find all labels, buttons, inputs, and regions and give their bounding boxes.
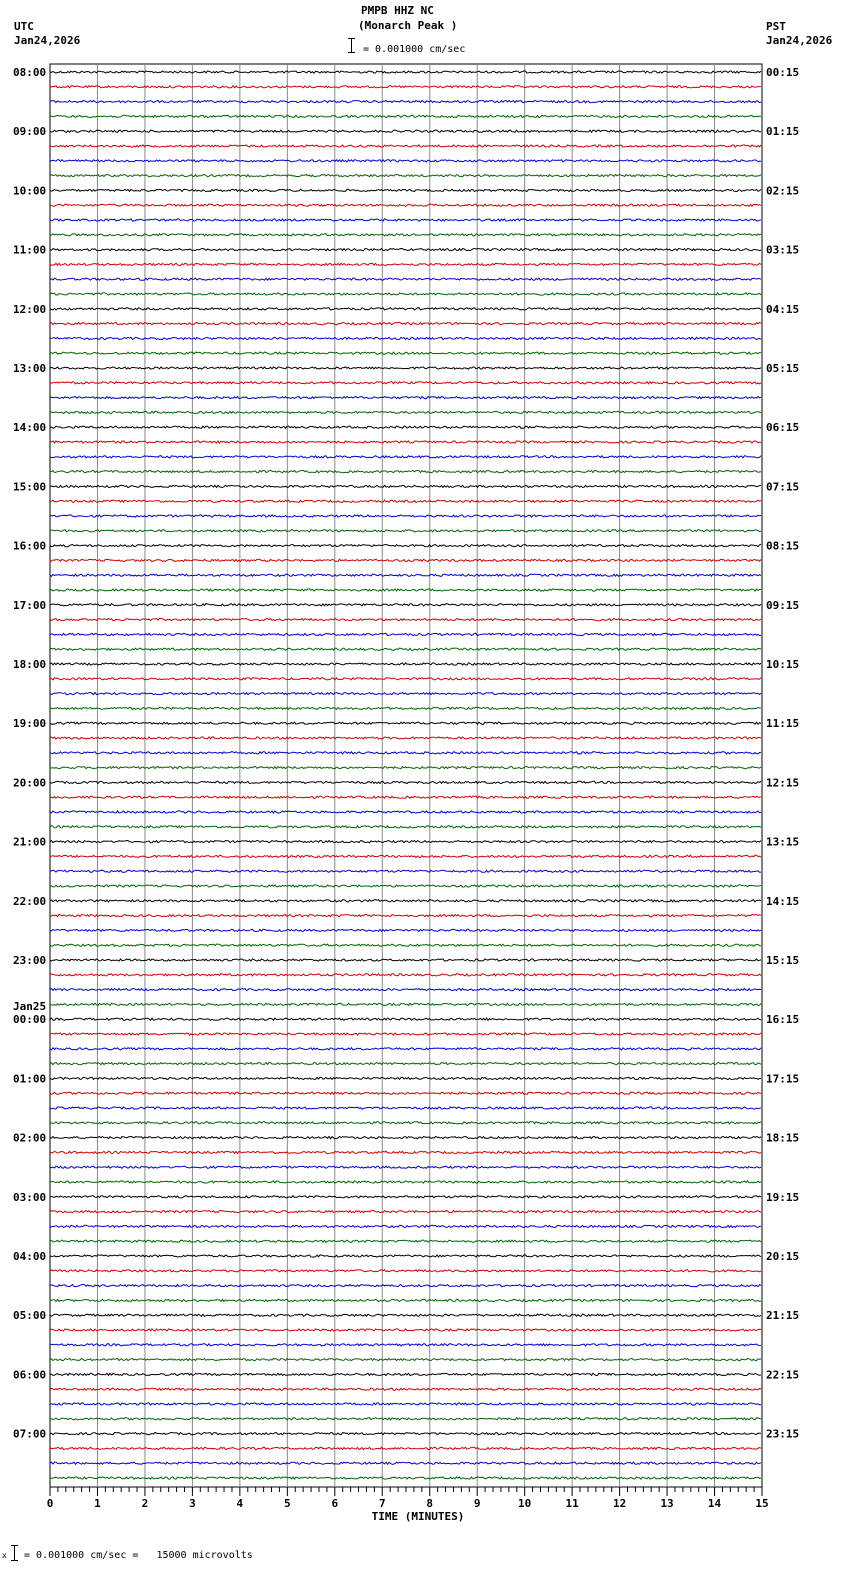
utc-hour-label: 19:00	[13, 717, 47, 731]
pst-hour-label: 03:15	[766, 243, 800, 257]
utc-date: Jan24,2026	[14, 34, 81, 47]
seismic-trace	[50, 86, 761, 88]
seismic-trace	[50, 796, 761, 798]
seismic-trace	[50, 885, 761, 887]
pst-hour-label: 10:15	[766, 658, 800, 671]
seismic-trace	[50, 441, 761, 443]
seismic-trace	[50, 382, 761, 384]
seismic-trace	[50, 1211, 761, 1213]
seismic-trace	[50, 781, 761, 783]
seismic-trace	[50, 870, 761, 872]
utc-hour-label: 12:00	[13, 302, 47, 316]
pst-hour-label: 21:15	[766, 1309, 800, 1323]
seismic-trace	[50, 1418, 761, 1420]
pst-hour-label: 12:15	[766, 776, 800, 790]
seismic-trace	[50, 130, 761, 132]
utc-hour-label: 03:00	[13, 1190, 47, 1204]
x-tick-label: 14	[707, 1497, 722, 1510]
seismic-trace	[50, 1388, 761, 1390]
seismic-trace	[50, 1033, 761, 1035]
pst-hour-label: 07:15	[766, 480, 800, 494]
seismic-trace	[50, 545, 761, 547]
x-tick-label: 11	[565, 1497, 579, 1510]
seismic-trace	[50, 1403, 761, 1405]
x-tick-label: 1	[94, 1497, 101, 1510]
x-tick-label: 8	[426, 1497, 434, 1510]
seismic-trace	[50, 722, 761, 724]
plot-frame	[50, 64, 762, 1487]
pst-hour-label: 00:15	[766, 66, 800, 79]
seismic-trace	[50, 1270, 761, 1272]
seismic-trace	[50, 811, 761, 813]
x-tick-label: 7	[378, 1497, 386, 1510]
seismic-trace	[50, 1299, 761, 1301]
seismic-trace	[50, 308, 761, 310]
seismic-trace	[50, 160, 761, 162]
seismic-trace	[50, 678, 761, 680]
seismic-trace	[50, 1373, 761, 1375]
seismic-trace	[50, 589, 761, 591]
seismic-trace	[50, 1344, 761, 1346]
x-tick-label: 3	[189, 1497, 196, 1510]
pst-hour-label: 09:15	[766, 598, 800, 612]
utc-hour-label: 04:00	[13, 1250, 47, 1263]
utc-hour-label: 05:00	[13, 1309, 47, 1323]
utc-hour-label: 06:00	[13, 1368, 47, 1382]
seismic-trace	[50, 411, 761, 413]
pst-hour-label: 19:15	[766, 1190, 800, 1204]
x-tick-label: 15	[755, 1497, 769, 1510]
seismic-trace	[50, 1255, 761, 1257]
seismic-trace	[50, 737, 761, 739]
seismic-trace	[50, 663, 761, 665]
seismic-trace	[50, 959, 761, 961]
seismic-trace	[50, 101, 761, 103]
seismic-trace	[50, 367, 761, 369]
utc-label: UTC	[14, 20, 34, 33]
seismic-trace	[50, 693, 761, 695]
seismic-trace	[50, 1107, 761, 1109]
x-tick-label: 13	[660, 1497, 674, 1510]
seismic-trace	[50, 323, 761, 325]
seismic-trace	[50, 841, 761, 843]
x-tick-label: 2	[141, 1497, 149, 1510]
pst-hour-label: 13:15	[766, 835, 800, 849]
seismic-trace	[50, 115, 761, 117]
seismic-trace	[50, 471, 761, 473]
utc-hour-label: 13:00	[13, 362, 47, 375]
utc-hour-label: 14:00	[13, 421, 47, 435]
utc-hour-label: 08:00	[13, 66, 47, 79]
seismic-trace	[50, 1196, 761, 1198]
seismic-trace	[50, 1433, 761, 1435]
seismic-trace	[50, 189, 761, 191]
seismic-trace	[50, 71, 761, 73]
seismic-trace	[50, 915, 761, 917]
seismic-trace	[50, 619, 761, 621]
pst-hour-label: 20:15	[766, 1250, 800, 1263]
seismic-trace	[50, 1240, 761, 1242]
pst-hour-label: 23:15	[766, 1427, 800, 1441]
seismic-trace	[50, 1166, 761, 1168]
seismic-trace	[50, 485, 761, 487]
utc-hour-label: 11:00	[13, 243, 47, 257]
seismic-trace	[50, 1122, 761, 1124]
pst-hour-label: 14:15	[766, 894, 800, 908]
seismic-trace	[50, 249, 761, 251]
x-tick-label: 6	[331, 1497, 339, 1510]
seismic-trace	[50, 974, 761, 976]
x-tick-label: 5	[284, 1497, 291, 1510]
seismic-trace	[50, 559, 761, 561]
footer-prefix: x	[2, 1551, 7, 1560]
x-tick-label: 9	[473, 1497, 481, 1510]
seismic-trace	[50, 1063, 761, 1065]
seismic-trace	[50, 1329, 761, 1331]
utc-hour-label: 18:00	[13, 658, 47, 671]
pst-hour-label: 06:15	[766, 421, 800, 435]
utc-hour-label: 15:00	[13, 480, 47, 494]
seismic-trace	[50, 352, 761, 354]
pst-hour-label: 01:15	[766, 125, 800, 139]
seismic-trace	[50, 530, 761, 532]
seismic-trace	[50, 929, 761, 931]
seismic-trace	[50, 574, 761, 576]
seismic-trace	[50, 989, 761, 991]
utc-hour-label: 07:00	[13, 1427, 47, 1441]
utc-hour-label: 23:00	[13, 954, 47, 967]
utc-hour-label: 20:00	[13, 776, 47, 790]
seismic-trace	[50, 337, 761, 339]
seismic-trace	[50, 426, 761, 428]
x-tick-label: 4	[236, 1497, 244, 1510]
pst-hour-label: 08:15	[766, 539, 800, 553]
seismic-trace	[50, 397, 761, 399]
seismic-trace	[50, 263, 761, 265]
seismic-trace	[50, 293, 761, 295]
pst-label: PST	[766, 20, 786, 33]
utc-hour-label: 00:00	[13, 1013, 47, 1027]
seismic-trace	[50, 1285, 761, 1287]
seismic-trace	[50, 145, 761, 147]
seismic-trace	[50, 1225, 761, 1227]
seismic-trace	[50, 219, 761, 221]
pst-hour-label: 05:15	[766, 362, 800, 375]
seismic-trace	[50, 1003, 761, 1005]
utc-hour-label: 16:00	[13, 539, 47, 553]
seismic-trace	[50, 1447, 761, 1449]
seismic-trace	[50, 752, 761, 754]
seismic-trace	[50, 234, 761, 236]
utc-hour-label: 01:00	[13, 1072, 47, 1086]
x-tick-label: 0	[46, 1497, 54, 1510]
footer-scale-label: = 0.001000 cm/sec = 15000 microvolts	[24, 1550, 253, 1561]
seismic-trace	[50, 1359, 761, 1361]
seismic-trace	[50, 767, 761, 769]
seismic-trace	[50, 1151, 761, 1153]
utc-hour-label: 17:00	[13, 598, 47, 612]
pst-hour-label: 18:15	[766, 1131, 800, 1145]
footer-scale-bar-icon	[11, 1545, 18, 1561]
seismic-trace	[50, 500, 761, 502]
seismic-trace	[50, 855, 761, 857]
utc-hour-label: 09:00	[13, 125, 47, 139]
seismic-trace	[50, 1462, 761, 1464]
seismic-trace	[50, 1477, 761, 1479]
scale-label: = 0.001000 cm/sec	[363, 44, 466, 55]
seismic-trace	[50, 515, 761, 517]
pst-hour-label: 02:15	[766, 184, 800, 198]
seismic-trace	[50, 707, 761, 709]
station-title: PMPB HHZ NC	[361, 4, 434, 17]
pst-hour-label: 04:15	[766, 302, 800, 316]
seismic-trace	[50, 278, 761, 280]
x-tick-label: 12	[612, 1497, 627, 1510]
seismic-trace	[50, 204, 761, 206]
utc-hour-label: 10:00	[13, 184, 47, 198]
utc-hour-label: 02:00	[13, 1131, 47, 1145]
seismic-trace	[50, 1077, 761, 1079]
date-change-label: Jan25	[13, 1000, 47, 1014]
pst-hour-label: 15:15	[766, 954, 800, 967]
seismic-trace	[50, 1314, 761, 1316]
seismic-trace	[50, 1181, 761, 1183]
seismic-trace	[50, 1018, 761, 1020]
seismic-trace	[50, 633, 761, 635]
pst-hour-label: 22:15	[766, 1368, 800, 1382]
utc-hour-label: 21:00	[13, 835, 47, 849]
seismic-trace	[50, 826, 761, 828]
seismic-trace	[50, 175, 761, 177]
seismic-trace	[50, 456, 761, 458]
x-axis-label: TIME (MINUTES)	[371, 1510, 465, 1523]
x-tick-label: 10	[518, 1497, 532, 1510]
location-title: (Monarch Peak )	[358, 19, 458, 32]
pst-date: Jan24,2026	[766, 34, 833, 47]
seismic-trace	[50, 944, 761, 946]
seismic-trace	[50, 1092, 761, 1094]
pst-hour-label: 16:15	[766, 1013, 800, 1027]
seismic-trace	[50, 604, 761, 606]
pst-hour-label: 17:15	[766, 1072, 800, 1086]
seismic-trace	[50, 648, 761, 650]
seismic-trace	[50, 900, 761, 902]
utc-hour-label: 22:00	[13, 894, 47, 908]
seismic-trace	[50, 1048, 761, 1050]
seismic-trace	[50, 1137, 761, 1139]
pst-hour-label: 11:15	[766, 717, 800, 731]
